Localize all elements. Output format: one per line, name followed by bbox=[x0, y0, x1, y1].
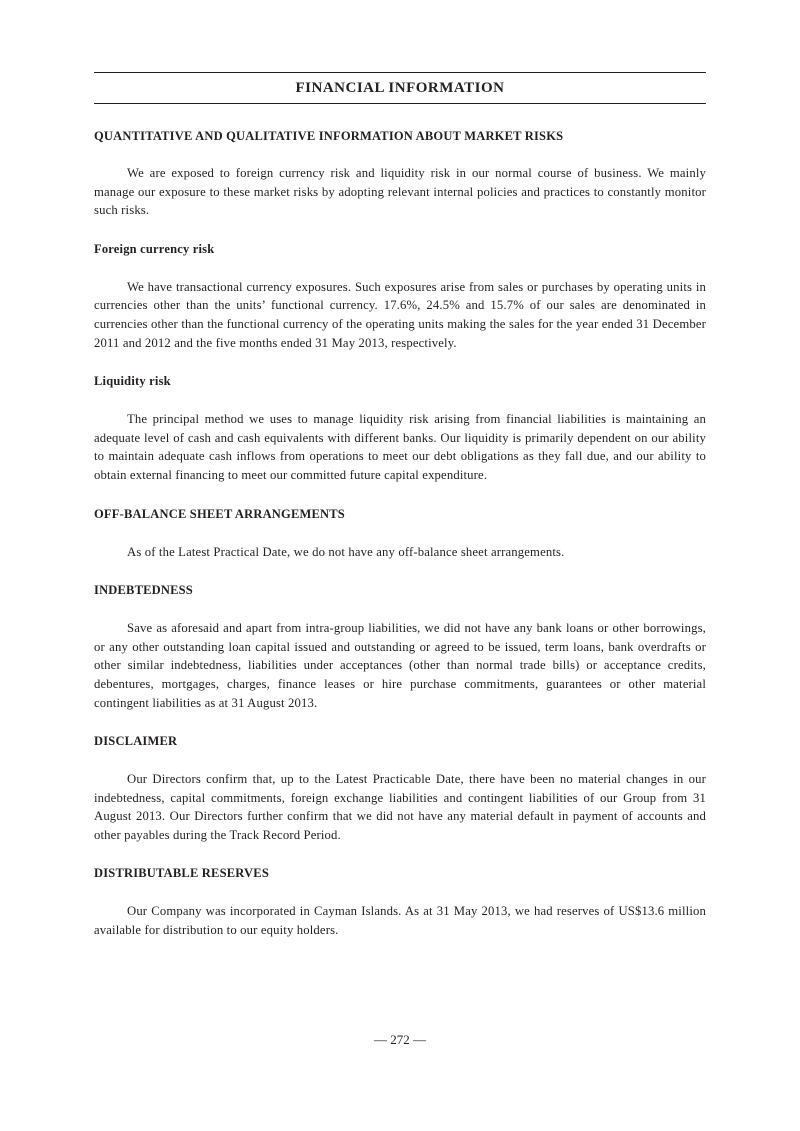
paragraph-distributable-reserves: Our Company was incorporated in Cayman Islands. As at 31 May 2013, we had reserves of US$13.6 million available for distribution to our equity holders. bbox=[94, 904, 706, 938]
section-heading-off-balance-sheet: OFF-BALANCE SHEET ARRANGEMENTS bbox=[94, 506, 345, 521]
section-heading-liquidity-risk: Liquidity risk bbox=[94, 374, 171, 389]
section-heading-disclaimer: DISCLAIMER bbox=[94, 734, 178, 749]
section-heading-indebtedness: INDEBTEDNESS bbox=[94, 583, 193, 598]
header-bottom-rule bbox=[94, 103, 706, 104]
paragraph-liquidity-risk: The principal method we uses to manage liquidity risk arising from financial liabilities is maintaining an adequate level of cash and cash equivalents with different banks. Our liquidity is primarily dependent on our ability to maintain adequate cash inflows from operations to meet our debt obligations as they fall due, and our ability to obtain external financing to meet our committed future capital expenditure. bbox=[94, 412, 706, 482]
paragraph-foreign-currency-risk: We have transactional currency exposures. Such exposures arise from sales or purchases by operating units in currencies other than the units’ functional currency. 17.6%, 24.5% and 15.7% of our sales are denominated in currencies other than the functional currency of the operating units making the sales for the year ended 31 December 2011 and 2012 and the five months ended 31 May 2013, respectively. bbox=[94, 279, 706, 350]
document-page bbox=[94, 72, 706, 940]
page-title: FINANCIAL INFORMATION bbox=[295, 80, 505, 96]
paragraph-market-risks: We are exposed to foreign currency risk and liquidity risk in our normal course of business. We mainly manage our exposure to these market risks by adopting relevant internal policies and practices to constantly monitor such risks. bbox=[94, 166, 706, 218]
page-number: — 272 — bbox=[374, 1032, 426, 1047]
paragraph-indebtedness: Save as aforesaid and apart from intra-group liabilities, we did not have any bank loans or other borrowings, or any other outstanding loan capital issued and outstanding or agreed to be issued, term loans, bank overdrafts or other similar indebtedness, liabilities under acceptances (other than normal trade bills) or acceptance credits, debentures, mortgages, charges, finance leases or hire purchase commitments, guarantees or other material contingent liabilities as at 31 August 2013. bbox=[94, 621, 706, 710]
paragraph-disclaimer: Our Directors confirm that, up to the Latest Practicable Date, there have been no material changes in our indebtedness, capital commitments, foreign exchange liabilities and contingent liabilities of our Group from 31 August 2013. Our Directors further confirm that we did not have any material default in payment of accounts and other payables during the Track Record Period. bbox=[94, 772, 706, 842]
paragraph-off-balance-sheet: As of the Latest Practical Date, we do not have any off-balance sheet arrangements. bbox=[127, 544, 565, 559]
section-heading-distributable-reserves: DISTRIBUTABLE RESERVES bbox=[94, 866, 269, 881]
section-heading-market-risks: QUANTITATIVE AND QUALITATIVE INFORMATION ABOUT MARKET RISKS bbox=[94, 129, 564, 143]
section-heading-foreign-currency-risk: Foreign currency risk bbox=[94, 241, 215, 256]
